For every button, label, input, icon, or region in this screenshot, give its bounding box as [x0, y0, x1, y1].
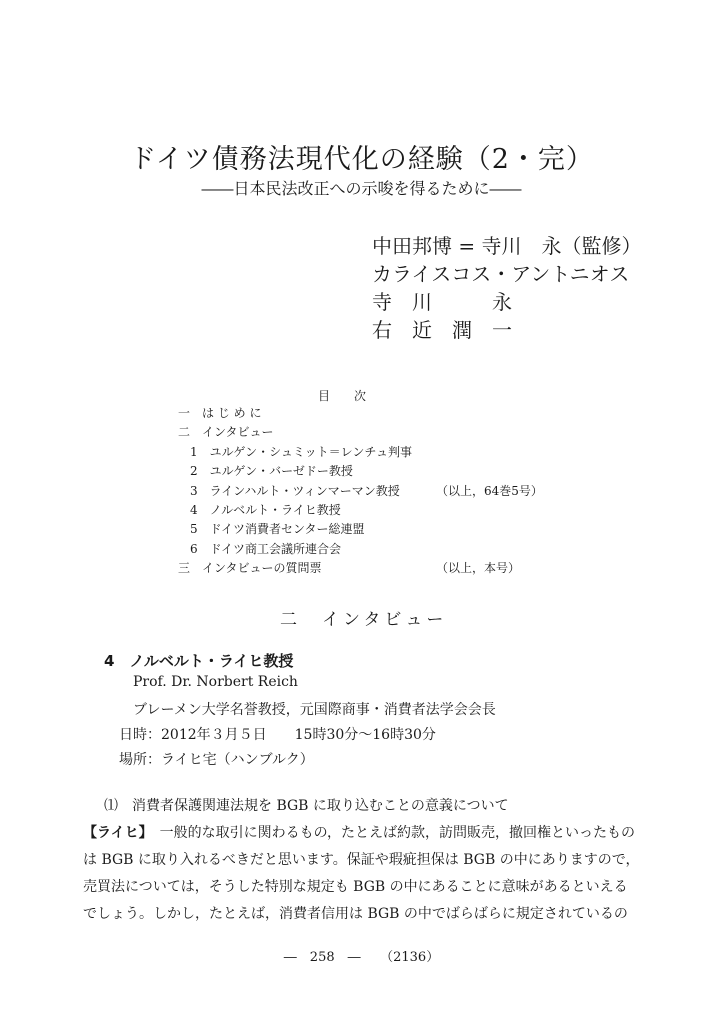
- toc-item: [178, 501, 412, 520]
- toc-item-label: 三 インタビューの質問票: [178, 561, 322, 576]
- body-line: 一般的な取引に関わるもの，たとえば約款，訪問販売，撤回権といったもの: [159, 825, 636, 841]
- question-heading: ⑴ 消費者保護関連法規を BGB に取り込むことの意義について: [104, 798, 509, 814]
- toc-item-label: 一 は じ め に: [178, 406, 262, 420]
- toc-item-label: 6 ドイツ商工会議所連合会: [178, 541, 342, 556]
- toc-item-label: 2 ユルゲン・バーゼドー教授: [178, 464, 353, 479]
- toc-item: [178, 423, 412, 442]
- toc-item-label: 4 ノルベルト・ライヒ教授: [178, 502, 341, 517]
- toc-item: [178, 559, 521, 578]
- toc-item-note: （以上，64巻5号）: [436, 483, 543, 498]
- page-footer: ― 258 ― （2136）: [283, 950, 440, 965]
- interviewee-affiliation: ブレーメン大学名誉教授，元国際商事・消費者法学会会長: [133, 702, 496, 718]
- author-line: 寺 川 永: [372, 290, 512, 314]
- toc-item-label: 二 インタビュー: [178, 425, 274, 440]
- interview-datetime: 日時：2012年３月５日 15時30分～16時30分: [119, 727, 436, 743]
- article-title: ドイツ債務法現代化の経験（2・完）: [129, 144, 594, 175]
- author-line: 中田邦博 = 寺川 永（監修）: [372, 234, 642, 258]
- toc-item-label: 5 ドイツ消費者センター総連盟: [178, 522, 365, 537]
- toc-item: [178, 482, 543, 501]
- article-subtitle: ――日本民法改正への示唆を得るために――: [201, 179, 522, 198]
- body-line: は BGB に取り入れるべきだと思います。保証や瑕疵担保は BGB の中にありますので，: [83, 852, 640, 868]
- toc-item: [178, 540, 412, 559]
- interview-heading: 4 ノルベルト・ライヒ教授: [104, 652, 294, 670]
- body-paragraph: [83, 820, 643, 928]
- toc-item: [178, 404, 412, 423]
- toc-heading: 目 次: [318, 389, 367, 403]
- toc-item: [178, 462, 412, 481]
- section-heading: 二 インタビュー: [280, 610, 448, 630]
- interviewee-name: Prof. Dr. Norbert Reich: [133, 674, 298, 690]
- author-line: 右 近 潤 一: [372, 318, 512, 342]
- toc-item-label: 3 ラインハルト・ツィンマーマン教授: [178, 483, 400, 498]
- table-of-contents: [178, 404, 543, 579]
- interview-place: 場所：ライヒ宅（ハンブルク）: [119, 752, 314, 768]
- toc-item: [178, 443, 412, 462]
- body-line: でしょう。しかし，たとえば，消費者信用は BGB の中でばらばらに規定されているの: [83, 906, 628, 922]
- toc-item-label: 1 ユルゲン・シュミット＝レンチュ判事: [178, 444, 413, 459]
- toc-item: [178, 520, 412, 539]
- body-line: 売買法については，そうした特別な規定も BGB の中にあることに意味があるといえる: [83, 879, 628, 895]
- speaker-label: 【ライヒ】: [83, 825, 146, 841]
- author-list: [372, 232, 641, 344]
- author-line: カライスコス・アントニオス: [372, 262, 630, 286]
- toc-item-note: （以上，本号）: [436, 561, 521, 576]
